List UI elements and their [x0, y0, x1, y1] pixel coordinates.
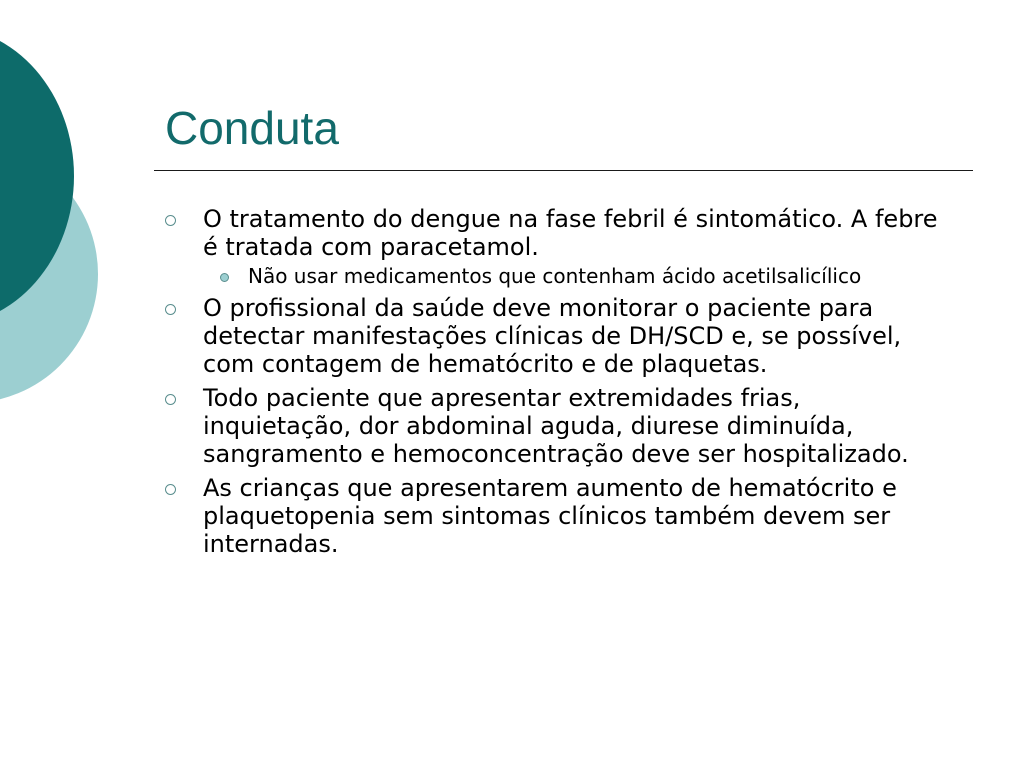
bullet-item [165, 294, 955, 378]
hollow-circle-bullet-icon [165, 394, 176, 405]
title-divider [154, 170, 973, 171]
slide-title: Conduta [165, 102, 339, 154]
sub-bullet-item [203, 264, 955, 288]
bullet-list [165, 205, 955, 564]
bullet-text: As crianças que apresentarem aumento de hematócrito e plaquetopenia sem sintomas clínicos também devem ser internadas. [203, 474, 897, 558]
bullet-text: O profissional da saúde deve monitorar o paciente para detectar manifestações clínicas de DH/SCD e, se possível, com contagem de hematócrito e de plaquetas. [203, 294, 902, 378]
bullet-item [165, 474, 955, 558]
bullet-text: Todo paciente que apresentar extremidades frias, inquietação, dor abdominal aguda, diurese diminuída, sangramento e hemoconcentração deve ser hospitalizado. [203, 384, 909, 468]
sub-bullet-list [203, 264, 955, 288]
bullet-item [165, 384, 955, 468]
sub-bullet-text: Não usar medicamentos que contenham ácido acetilsalicílico [248, 264, 862, 288]
filled-circle-bullet-icon [220, 273, 229, 282]
hollow-circle-bullet-icon [165, 304, 176, 315]
bullet-item [165, 205, 955, 288]
hollow-circle-bullet-icon [165, 484, 176, 495]
bullet-text: O tratamento do dengue na fase febril é sintomático. A febre é tratada com paracetamol. [203, 205, 938, 261]
hollow-circle-bullet-icon [165, 215, 176, 226]
